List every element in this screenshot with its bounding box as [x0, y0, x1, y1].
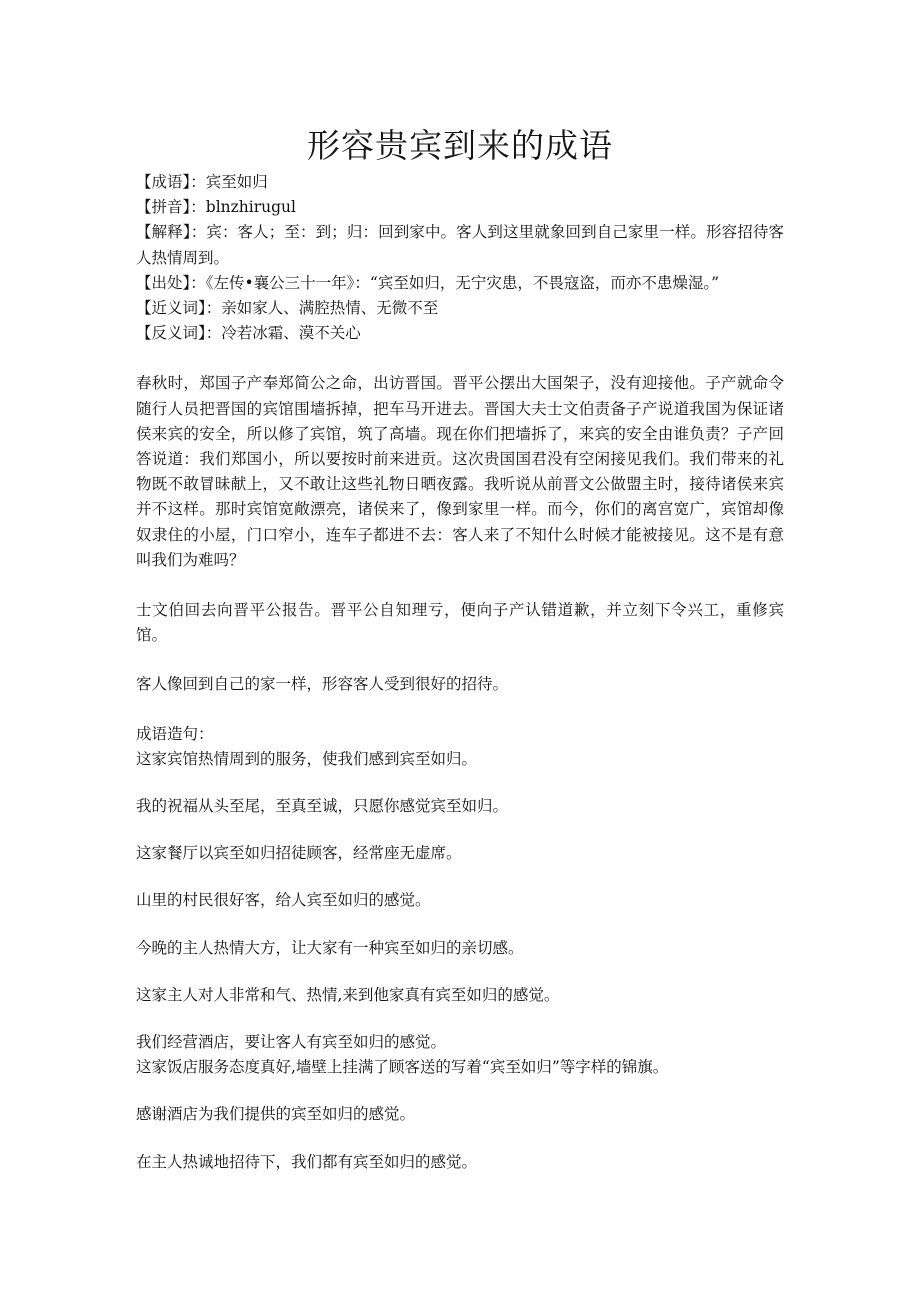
spacer — [136, 573, 784, 598]
antonyms-value: 冷若冰霜、漠不关心 — [221, 324, 361, 343]
example-sentence: 山里的村民很好客，给人宾至如归的感觉。 — [136, 891, 431, 910]
idiom-label: 【成语】： — [136, 173, 206, 191]
spacer — [136, 698, 784, 722]
document-body — [136, 170, 784, 1175]
idiom-field — [136, 170, 784, 195]
page-title: 形容贵宾到来的成语 — [307, 126, 613, 165]
source-value: 《左传•襄公三十一年》：“宾至如归，无宁灾患，不畏寇盗，而亦不患燥湿。” — [205, 273, 720, 292]
source-field — [136, 271, 784, 296]
example-sentence: 我的祝福从头至尾，至真至诚，只愿你感觉宾至如归。 — [136, 797, 509, 816]
story-paragraph: 春秋时，郑国子产奉郑简公之命，出访晋国。晋平公摆出大国架子，没有迎接他。子产就命令随行人员把晋国的宾馆围墙拆掉，把车马开进去。晋国大夫士文伯责备子产说道我国为保证诸侯来宾的安全，所以修了宾馆，筑了高墙。现在你们把墙拆了，来宾的安全由谁负责？子产回答说道：我们郑国小，所以要按时前来进贡。这次贵国国君没有空闲接见我们。我们带来的礼物既不敢冒昧献上，又不敢让这些礼物日晒夜露。我听说从前晋文公做盟主时，接待诸侯来宾并不这样。那时宾馆宽敞漂亮，诸侯来了，像到家里一样。而今，你们的离宫宽广，宾馆却像奴隶住的小屋，门口窄小，连车子都进不去：客人来了不知什么时候才能被接见。这不是有意叫我们为难吗？ — [136, 374, 784, 569]
spacer — [136, 648, 784, 672]
example-sentence: 这家主人对人非常和气、热情,来到他家真有宾至如归的感觉。 — [136, 985, 560, 1004]
antonyms-label: 【反义词】： — [136, 324, 222, 343]
explanation-label: 【解释】： — [136, 223, 207, 242]
spacer — [136, 1080, 784, 1102]
spacer — [136, 1128, 784, 1150]
synonyms-value: 亲如家人、满腔热情、无微不至 — [221, 299, 439, 318]
synonyms-field — [136, 296, 784, 321]
summary-paragraph: 客人像回到自己的家一样，形容客人受到很好的招待。 — [136, 675, 509, 694]
example-sentence: 今晚的主人热情大方，让大家有一种宾至如归的亲切感。 — [136, 938, 524, 957]
explanation-value: 宾：客人；至：到；归：回到家中。客人到这里就象回到自己家里一样。形容招待客人热情周到。 — [136, 223, 784, 267]
spacer — [136, 1008, 784, 1030]
example-sentence: 这家餐厅以宾至如归招徒顾客，经常座无虚席。 — [136, 844, 462, 863]
example-sentence: 这家饭店服务态度真好,墙壁上挂满了顾客送的写着“宾至如归”等字样的锦旗。 — [136, 1058, 669, 1077]
idiom-value: 宾至如归 — [205, 173, 268, 191]
example-sentence: 在主人热诚地招待下，我们都有宾至如归的感觉。 — [136, 1152, 478, 1171]
example-sentence: 感谢酒店为我们提供的宾至如归的感觉。 — [136, 1105, 416, 1124]
spacer — [136, 346, 784, 371]
spacer — [136, 961, 784, 983]
report-paragraph: 士文伯回去向晋平公报告。晋平公自知理亏，便向子产认错道歉，并立刻下令兴工，重修宾馆。 — [136, 601, 784, 645]
explanation-field — [136, 220, 784, 270]
spacer — [136, 914, 784, 936]
examples-heading: 成语造句： — [136, 724, 214, 743]
example-sentence: 我们经营酒店，要让客人有宾至如归的感觉。 — [136, 1033, 447, 1052]
spacer — [136, 819, 784, 841]
spacer — [136, 772, 784, 794]
pinyin-value: blnzhirugul — [205, 198, 296, 217]
spacer — [136, 866, 784, 888]
antonyms-field — [136, 321, 784, 346]
source-label: 【出处】： — [136, 273, 206, 292]
synonyms-label: 【近义词】： — [136, 299, 222, 318]
pinyin-field — [136, 195, 784, 220]
example-sentence: 这家宾馆热情周到的服务，使我们感到宾至如归。 — [136, 749, 478, 768]
pinyin-label: 【拼音】： — [136, 198, 206, 217]
